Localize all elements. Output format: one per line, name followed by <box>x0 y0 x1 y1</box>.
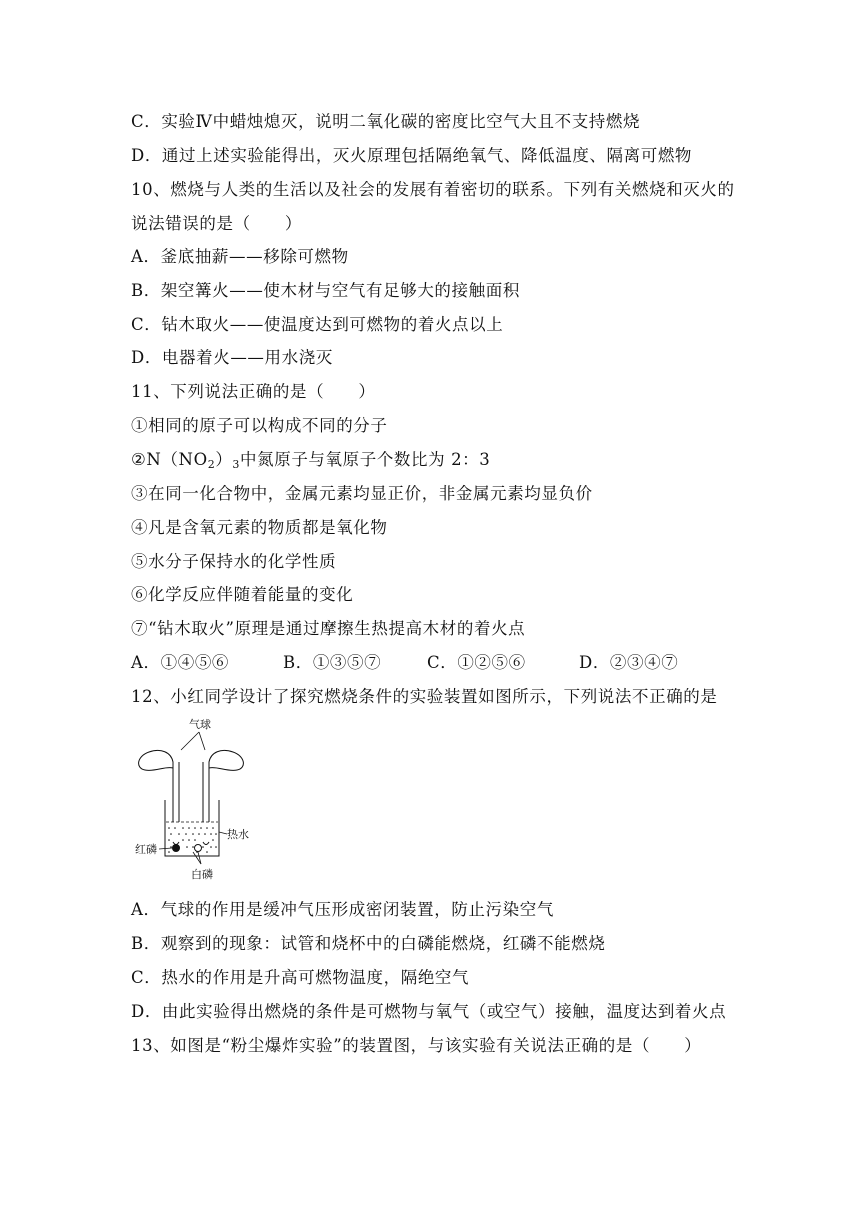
statement-2-suffix: 中氮原子与氧原子个数比为 2：3 <box>240 450 491 469</box>
q11-option-a: A．①④⑤⑥ <box>131 653 230 672</box>
hot-water-pointer <box>219 832 227 834</box>
q13-stem: 13、如图是“粉尘爆炸实验”的装置图，与该实验有关说法正确的是（ ） <box>131 1036 702 1055</box>
left-balloon <box>139 750 173 770</box>
hot-water-label: 热水 <box>227 828 249 841</box>
q10-option-a: A．釜底抽薪——移除可燃物 <box>131 247 349 266</box>
q12-option-c: C．热水的作用是升高可燃物温度，隔绝空气 <box>131 968 470 987</box>
q10-option-d: D．电器着火——用水浇灭 <box>131 348 333 367</box>
combustion-apparatus-figure <box>131 716 261 886</box>
statement-2-prefix: ②N（NO <box>131 450 208 469</box>
q11-options <box>131 652 731 674</box>
q11-statement-1: ①相同的原子可以构成不同的分子 <box>131 416 388 435</box>
q11-statement-3: ③在同一化合物中，金属元素均显正价，非金属元素均显负价 <box>131 484 593 503</box>
q11-statement-2 <box>131 449 490 471</box>
q9-option-d: D．通过上述实验能得出，灭火原理包括隔绝氧气、降低温度、隔离可燃物 <box>131 146 693 165</box>
right-balloon <box>209 750 243 770</box>
red-phosphorus <box>172 844 180 852</box>
q12-stem: 12、小红同学设计了探究燃烧条件的实验装置如图所示，下列说法不正确的是 <box>131 687 718 706</box>
q11-statement-7: ⑦“钻木取火”原理是通过摩擦生热提高木材的着火点 <box>131 619 526 638</box>
q12-option-b: B．观察到的现象：试管和烧杯中的白磷能燃烧，红磷不能燃烧 <box>131 934 606 953</box>
q12-option-d: D．由此实验得出燃烧的条件是可燃物与氧气（或空气）接触，温度达到着火点 <box>131 1002 727 1021</box>
white-phosphorus <box>195 845 202 852</box>
q11-option-b: B．①③⑤⑦ <box>283 653 382 672</box>
q10-stem-line1: 10、燃烧与人类的生活以及社会的发展有着密切的联系。下列有关燃烧和灭火的 <box>131 180 735 199</box>
q9-option-c: C．实验Ⅳ中蜡烛熄灭，说明二氧化碳的密度比空气大且不支持燃烧 <box>131 112 641 131</box>
q11-option-c: C．①②⑤⑥ <box>427 653 526 672</box>
balloon-label: 气球 <box>189 718 211 731</box>
q11-option-d: D．②③④⑦ <box>579 653 679 672</box>
q10-stem-line2: 说法错误的是（ ） <box>131 214 302 233</box>
red-phosphorus-label: 红磷 <box>135 843 157 856</box>
q11-stem: 11、下列说法正确的是（ ） <box>131 382 376 401</box>
balloon-pointer-left <box>181 732 199 750</box>
q11-statement-6: ⑥化学反应伴随着能量的变化 <box>131 585 354 604</box>
q10-option-b: B．架空篝火——使木材与空气有足够大的接触面积 <box>131 281 520 300</box>
q11-statement-4: ④凡是含氧元素的物质都是氧化物 <box>131 518 388 537</box>
q11-statement-5: ⑤水分子保持水的化学性质 <box>131 552 337 571</box>
subscript-2: 2 <box>207 458 216 471</box>
statement-2-paren: ） <box>215 450 233 469</box>
balloon-pointer-right <box>199 732 205 750</box>
white-phosphorus-label: 白磷 <box>191 868 213 881</box>
subscript-3: 3 <box>232 458 241 471</box>
q10-option-c: C．钻木取火——使温度达到可燃物的着火点以上 <box>131 315 504 334</box>
q12-option-a: A．气球的作用是缓冲气压形成密闭装置，防止污染空气 <box>131 900 554 919</box>
